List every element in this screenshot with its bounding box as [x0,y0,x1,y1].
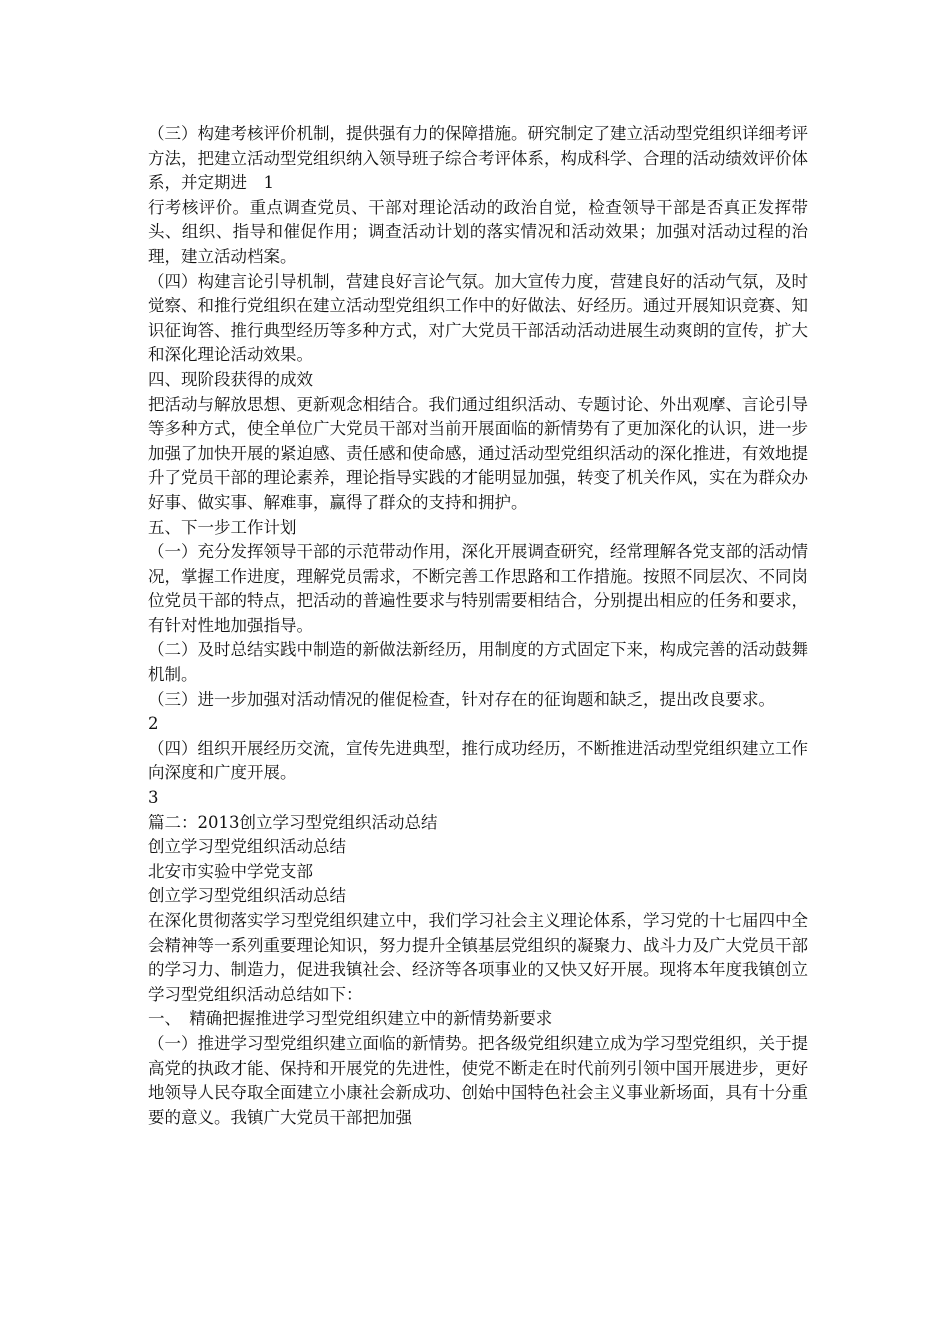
paragraph-plan-2: （二）及时总结实践中制造的新做法新经历，用制度的方式固定下来，构成完善的活动鼓舞机制。 [148,640,808,685]
article-two-title: 篇二：2013创立学习型党组织活动总结 [148,812,438,832]
article-subtitle: 创立学习型党组织活动总结 [148,886,346,906]
page-number-3: 3 [148,788,159,808]
article-title: 创立学习型党组织活动总结 [148,837,346,857]
section-heading-achievements: 四、现阶段获得的成效 [148,369,313,389]
paragraph-assessment-continued: 行考核评价。重点调查党员、干部对理论活动的政治自觉，检查领导干部是否真正发挥带头、组织、指导和催促作用；调查活动计划的落实情况和活动效果；加强对活动过程的治理，建立活动档案。 [148,197,808,266]
paragraph-opinion-guidance: （四）构建言论引导机制，营建良好言论气氛。加大宣传力度，营建良好的活动气氛，及时觉察、和推行党组织在建立活动型党组织工作中的好做法、好经历。通过开展知识竞赛、知识征询答、推行典型经历等多种方式，对广大党员干部活动活动进展生动爽朗的宣传，扩大和深化理论活动效果。 [148,271,808,365]
paragraph-new-situation: （一）推进学习型党组织建立面临的新情势。把各级党组织建立成为学习型党组织，关于提高党的执政才能、保持和开展党的先进性，使党不断走在时代前列引领中国开展进步，更好地领导人民夺取全面建立小康社会新成功、创始中国特色社会主义事业新场面，具有十分重要的意义。我镇广大党员干部把加强 [148,1033,808,1127]
section-heading-one: 一、 精确把握推进学习型党组织建立中的新情势新要求 [148,1009,553,1029]
section-heading-next-plan: 五、下一步工作计划 [148,517,297,537]
page-number-2: 2 [148,714,159,734]
document-body [148,122,808,1130]
paragraph-plan-3: （三）进一步加强对活动情况的催促检查，针对存在的征询题和缺乏，提出改良要求。 [148,689,775,709]
paragraph-introduction: 在深化贯彻落实学习型党组织建立中，我们学习社会主义理论体系，学习党的十七届四中全会精神等一系列重要理论知识，努力提升全镇基层党组织的凝聚力、战斗力及广大党员干部的学习力、制造力，促进我镇社会、经济等各项事业的又快又好开展。现将本年度我镇创立学习型党组织活动总结如下： [148,911,808,1004]
paragraph-achievements: 把活动与解放思想、更新观念相结合。我们通过组织活动、专题讨论、外出观摩、言论引导等多种方式，使全单位广大党员干部对当前开展面临的新情势有了更加深化的认识，进一步加强了加快开展的紧迫感、责任感和使命感，通过活动型党组织活动的深化推进，有效地提升了党员干部的理论素养，理论指导实践的才能明显加强，转变了机关作风，实在为群众办好事、做实事、解难事，赢得了群众的支持和拥护。 [148,394,808,512]
organization-name: 北安市实验中学党支部 [148,861,313,881]
paragraph-assessment-mechanism: （三）构建考核评价机制，提供强有力的保障措施。研究制定了建立活动型党组织详细考评方法，把建立活动型党组织纳入领导班子综合考评体系，构成科学、合理的活动绩效评价体系，并定期进 1 [148,124,808,193]
paragraph-plan-1: （一）充分发挥领导干部的示范带动作用，深化开展调查研究，经常理解各党支部的活动情况，掌握工作进度，理解党员需求，不断完善工作思路和工作措施。按照不同层次、不同岗位党员干部的特点，把活动的普遍性要求与特别需要相结合，分别提出相应的任务和要求，有针对性地加强指导。 [148,542,808,635]
paragraph-plan-4: （四）组织开展经历交流，宣传先进典型，推行成功经历，不断推进活动型党组织建立工作向深度和广度开展。 [148,738,808,783]
